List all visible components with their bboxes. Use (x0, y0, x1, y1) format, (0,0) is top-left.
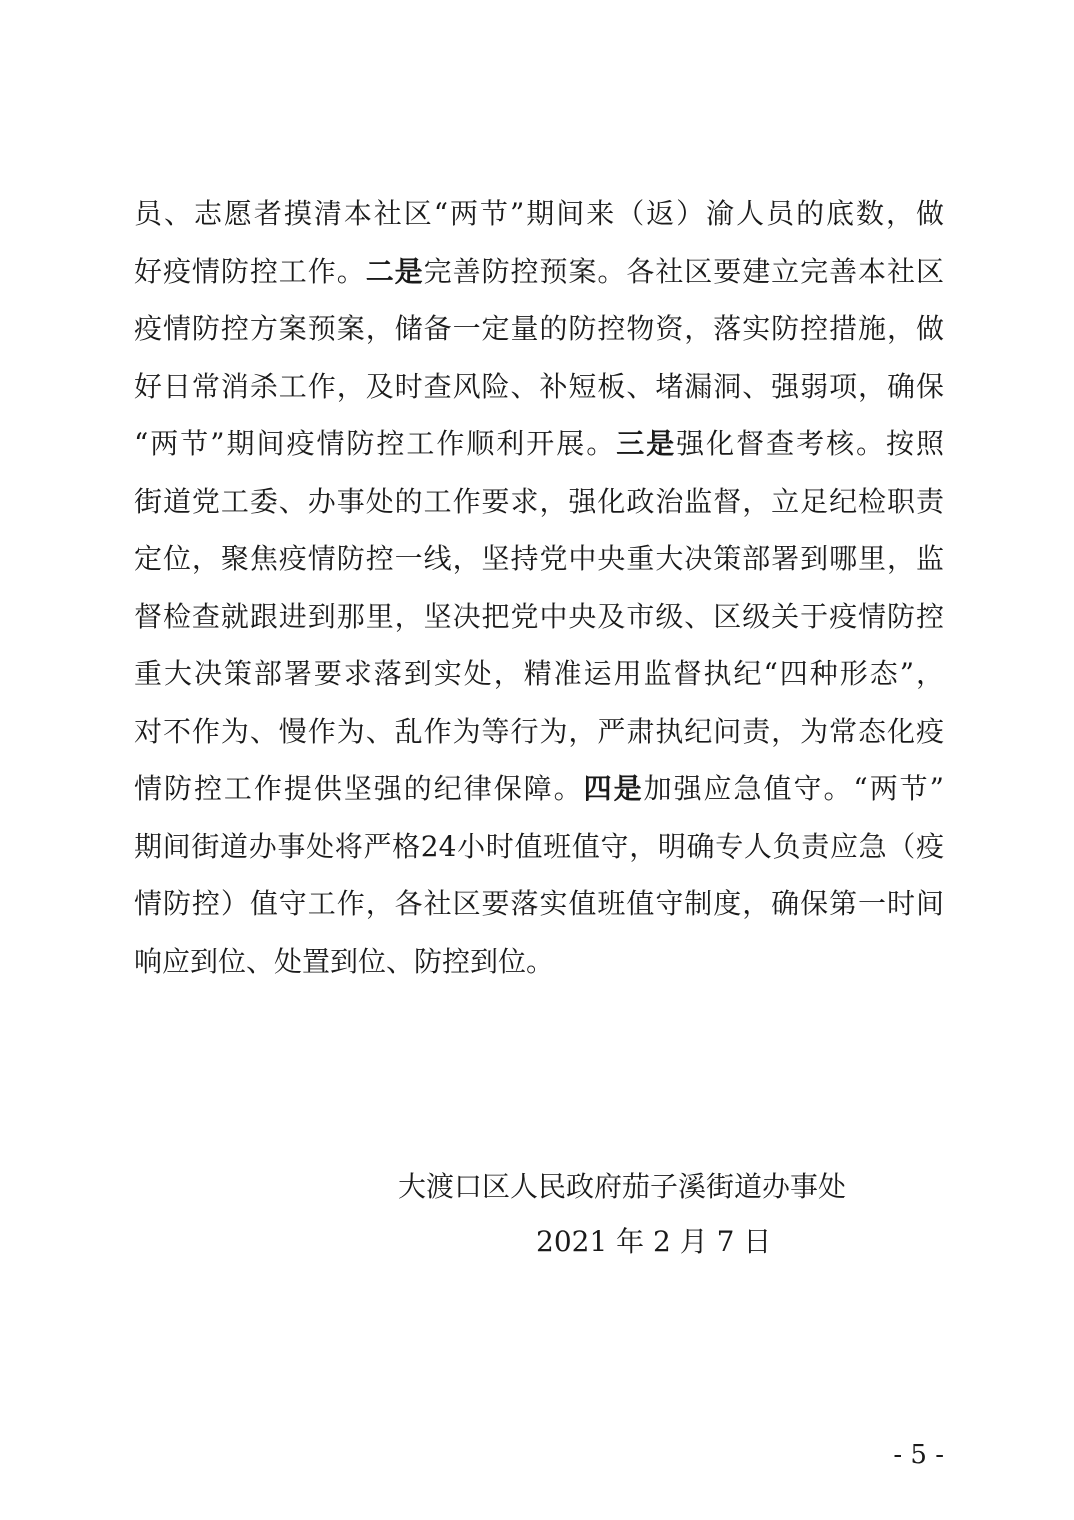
line-text: 督检查就跟进到那里，坚决把党中央及市级、区级关于疫情防控 (134, 599, 944, 633)
body-text (134, 185, 944, 990)
signature-organization: 大渡口区人民政府茄子溪街道办事处 (398, 1170, 847, 1203)
line-text: 期间街道办事处将严格24小时值班值守，明确专人负责应急（疫 (134, 829, 944, 863)
line-text: 员、志愿者摸清本社区“两节”期间来（返）渝人员的底数，做 (134, 197, 944, 230)
line-text: 街道党工委、办事处的工作要求，强化政治监督，立足纪检职责 (134, 484, 944, 518)
body-line-8 (134, 588, 944, 646)
body-line-5 (134, 415, 944, 473)
body-line-12 (134, 818, 944, 876)
line-text: 情防控）值守工作，各社区要落实值班值守制度，确保第一时间 (134, 887, 944, 920)
bold-marker: 三是 (616, 427, 677, 460)
line-lead: “两节”期间疫情防控工作顺利开展。 (134, 427, 617, 460)
body-line-6 (134, 473, 944, 531)
body-line-1 (134, 185, 944, 243)
line-text: 定位，聚焦疫情防控一线，坚持党中央重大决策部署到哪里，监 (134, 542, 944, 575)
line-text: 对不作为、慢作为、乱作为等行为，严肃执纪问责，为常态化疫 (134, 714, 944, 748)
body-line-9 (134, 645, 944, 703)
body-line-10 (134, 703, 944, 761)
line-text: 响应到位、处置到位、防控到位。 (134, 944, 555, 978)
bold-marker: 二是 (365, 254, 424, 288)
body-line-11 (134, 760, 944, 818)
body-line-3 (134, 300, 944, 358)
body-line-14 (134, 933, 944, 991)
line-lead: 情防控工作提供坚强的纪律保障。 (134, 772, 584, 805)
page-number: - 5 - (893, 1440, 944, 1470)
signature-date: 2021 年 2 月 7 日 (536, 1225, 772, 1258)
line-text: 强化督查考核。按照 (676, 427, 944, 460)
line-text: 重大决策部署要求落到实处，精准运用监督执纪“四种形态”， (134, 657, 944, 690)
line-text: 好日常消杀工作，及时查风险、补短板、堵漏洞、强弱项，确保 (134, 369, 944, 403)
body-line-13 (134, 875, 944, 933)
line-text: 完善防控预案。各社区要建立完善本社区 (423, 254, 944, 288)
line-lead: 好疫情防控工作。 (134, 254, 366, 288)
body-line-4 (134, 358, 944, 416)
line-text: 加强应急值守。“两节” (643, 772, 944, 805)
body-line-7 (134, 530, 944, 588)
bold-marker: 四是 (583, 772, 644, 805)
line-text: 疫情防控方案预案，储备一定量的防控物资，落实防控措施，做 (134, 312, 944, 345)
body-line-2 (134, 243, 944, 301)
